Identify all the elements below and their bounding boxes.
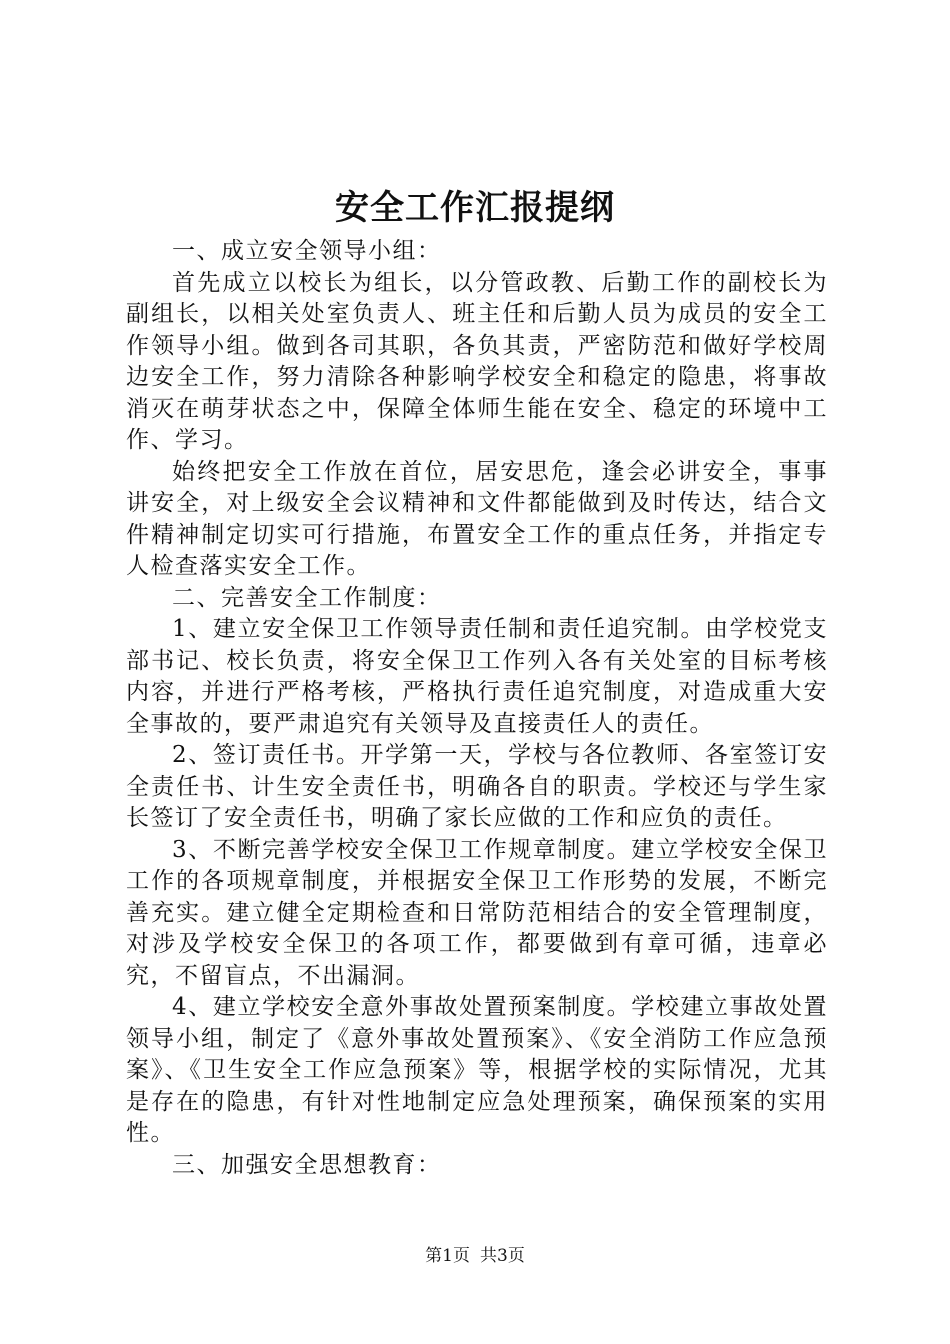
section-heading-3: 三、加强安全思想教育： — [172, 1151, 442, 1178]
document-body — [126, 236, 828, 1181]
section-heading-2: 二、完善安全工作制度： — [172, 584, 442, 611]
paragraph-responsibility-letter: 2、签订责任书。开学第一天，学校与各位教师、各室签订安全责任书、计生安全责任书，明确各自的职责。学校还与学生家长签订了安全责任书，明确了家长应做的工作和应负的责任。 — [126, 742, 828, 831]
page-total: 共3页 — [480, 1246, 525, 1266]
paragraph-leadership-group: 首先成立以校长为组长，以分管政教、后勤工作的副校长为副组长，以相关处室负责人、班主任和后勤人员为成员的安全工作领导小组。做到各司其职，各负其责，严密防范和做好学校周边安全工作，努力清除各种影响学校安全和稳定的隐患，将事故消灭在萌芽状态之中，保障全体师生能在安全、稳定的环境中工作、学习。 — [126, 269, 828, 453]
paragraph-emergency-plan: 4、建立学校安全意外事故处置预案制度。学校建立事故处置领导小组，制定了《意外事故处置预案》、《安全消防工作应急预案》、《卫生安全工作应急预案》等，根据学校的实际情况，尤其是存在的隐患，有针对性地制定应急处理预案，确保预案的实用性。 — [126, 994, 828, 1146]
document-title: 安全工作汇报提纲 — [335, 188, 615, 228]
paragraph-responsibility-system: 1、建立安全保卫工作领导责任制和责任追究制。由学校党支部书记、校长负责，将安全保卫工作列入各有关处室的目标考核内容，并进行严格考核，严格执行责任追究制度，对造成重大安全事故的，要严肃追究有关领导及直接责任人的责任。 — [126, 616, 828, 737]
page-footer — [0, 1244, 950, 1268]
page-number: 第1页 — [425, 1246, 470, 1266]
paragraph-regulations: 3、不断完善学校安全保卫工作规章制度。建立学校安全保卫工作的各项规章制度，并根据安全保卫工作形势的发展，不断完善充实。建立健全定期检查和日常防范相结合的安全管理制度，对涉及学校安全保卫的各项工作，都要做到有章可循，违章必究，不留盲点，不出漏洞。 — [126, 836, 828, 989]
section-heading-1: 一、成立安全领导小组： — [172, 238, 442, 264]
paragraph-safety-priority: 始终把安全工作放在首位，居安思危，逢会必讲安全，事事讲安全，对上级安全会议精神和文件都能做到及时传达，结合文件精神制定切实可行措施，布置安全工作的重点任务，并指定专人检查落实安全工作。 — [126, 458, 828, 579]
